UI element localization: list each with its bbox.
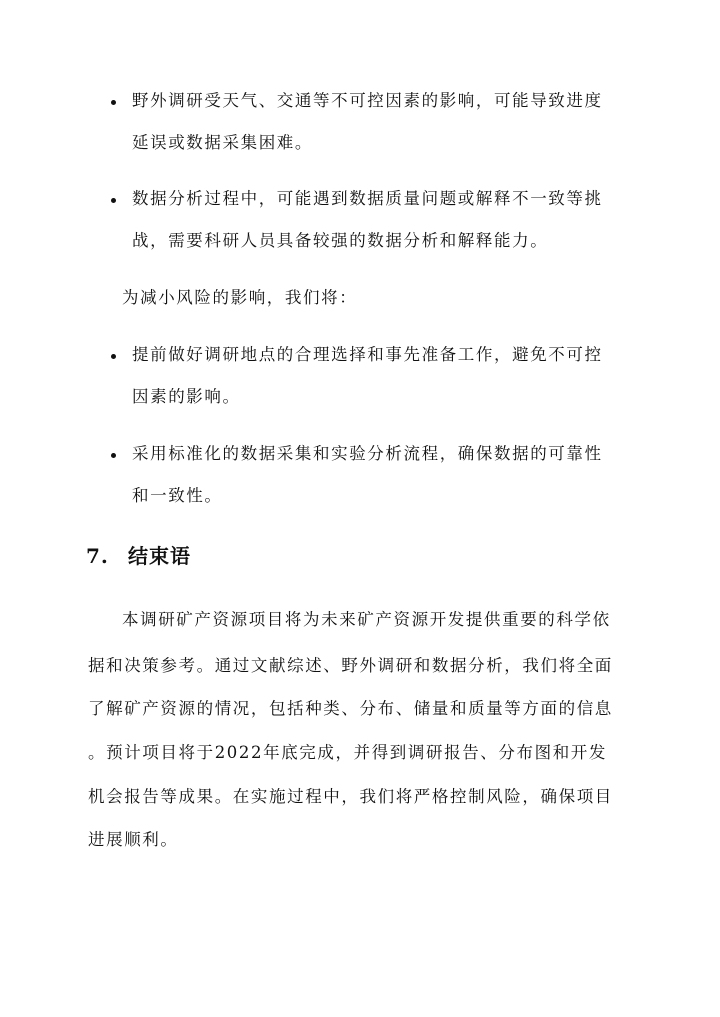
risk-2-line-1: 数据分析过程中，可能遇到数据质量问题或解释不一致等挑 [132,189,603,208]
section-title: 结束语 [128,544,191,568]
conclusion-line-1: 本调研矿产资源项目将为未来矿产资源开发提供重要的科学依 [122,610,611,629]
measure-1-line-2: 因素的影响。 [132,387,241,406]
conclusion-line-4: 。预计项目将于2022年底完成，并得到调研报告、分布图和开发 [88,743,607,762]
section-number: 7. [86,544,109,568]
risk-2-line-2: 战，需要科研人员具备较强的数据分析和解释能力。 [132,231,549,250]
measure-2-line-1: 采用标准化的数据采集和实验分析流程，确保数据的可靠性 [132,444,603,463]
bullet-dot [111,198,116,203]
measure-1-line-1: 提前做好调研地点的合理选择和事先准备工作，避免不可控 [132,345,603,364]
conclusion-line-5: 机会报告等成果。在实施过程中，我们将严格控制风险，确保项目 [88,787,613,806]
bullet-dot [111,354,116,359]
conclusion-line-3: 了解矿产资源的情况，包括种类、分布、储量和质量等方面的信息 [88,699,613,718]
risk-1-line-2: 延误或数据采集困难。 [132,133,313,152]
bullet-dot [111,453,116,458]
section-heading [86,544,191,568]
conclusion-line-6: 进展顺利。 [88,830,179,849]
measure-2-line-2: 和一致性。 [132,486,223,505]
conclusion-line-2: 据和决策参考。通过文献综述、野外调研和数据分析，我们将全面 [88,656,613,675]
risk-1-line-1: 野外调研受天气、交通等不可控因素的影响，可能导致进度 [132,91,603,110]
bullet-dot [111,100,116,105]
mitigation-intro: 为减小风险的影响，我们将： [122,288,358,307]
